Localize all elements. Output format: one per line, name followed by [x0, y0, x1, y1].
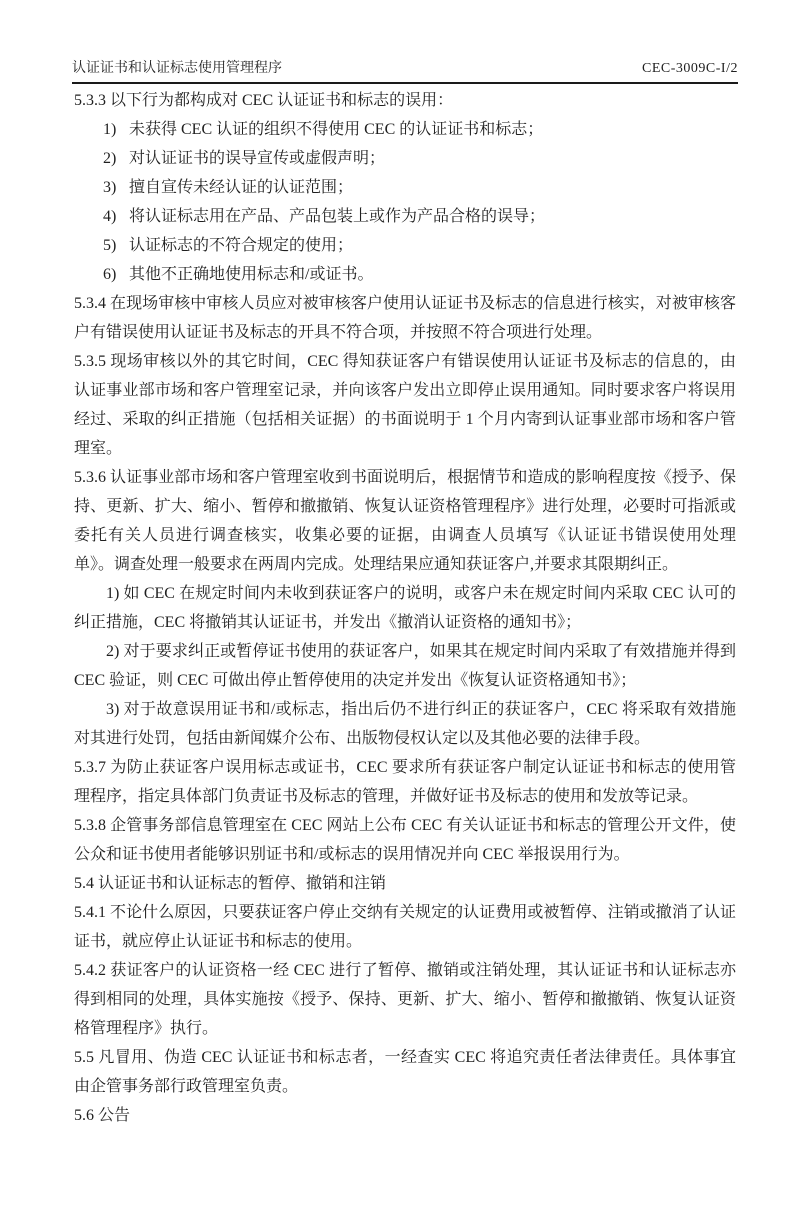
paragraph-5-3-4: 5.3.4 在现场审核中审核人员应对被审核客户使用认证证书及标志的信息进行核实，对被审核客户有错误使用认证证书及标志的开具不符合项，并按照不符合项进行处理。 [74, 295, 736, 341]
sub-item-2: 2) 对于要求纠正或暂停证书使用的获证客户，如果其在规定时间内采取了有效措施并得到 CEC 验证，则 CEC 可做出停止暂停使用的决定并发出《恢复认证资格通知书》； [74, 643, 736, 689]
list-item-text: 认证标志的不符合规定的使用； [129, 237, 354, 254]
list-marker: 3) [103, 179, 117, 196]
page-header [72, 0, 738, 84]
list-item-text: 将认证标志用在产品、产品包装上或作为产品合格的误导； [129, 208, 546, 225]
paragraph-5-4-2: 5.4.2 获证客户的认证资格一经 CEC 进行了暂停、撤销或注销处理，其认证证书和认证标志亦得到相同的处理，具体实施按《授予、保持、更新、扩大、缩小、暂停和撤撤销、恢复认证资格管理程序》执行。 [74, 962, 736, 1037]
list-marker: 5) [103, 237, 117, 254]
paragraph-5-4-1: 5.4.1 不论什么原因，只要获证客户停止交纳有关规定的认证费用或被暂停、注销或撤消了认证证书，就应停止认证证书和标志的使用。 [74, 904, 736, 950]
paragraph-5-5: 5.5 凡冒用、伪造 CEC 认证证书和标志者，一经查实 CEC 将追究责任者法律责任。具体事宜由企管事务部行政管理室负责。 [74, 1049, 736, 1095]
list-marker: 6) [103, 266, 117, 283]
list-marker: 1) [103, 121, 117, 138]
list-item-5 [103, 231, 736, 260]
list-item-4 [103, 202, 736, 231]
list-item-2 [103, 144, 736, 173]
sub-item-1: 1) 如 CEC 在规定时间内未收到获证客户的说明，或客户未在规定时间内采取 CEC 认可的纠正措施，CEC 将撤销其认证证书，并发出《撤消认证资格的通知书》； [74, 585, 736, 631]
paragraph-5-3-5: 5.3.5 现场审核以外的其它时间，CEC 得知获证客户有错误使用认证证书及标志的信息的，由认证事业部市场和客户管理室记录，并向该客户发出立即停止误用通知。同时要求客户将误用经过、采取的纠正措施（包括相关证据）的书面说明于 1 个月内寄到认证事业部市场和客户管理室。 [74, 353, 736, 457]
list-item-text: 对认证证书的误导宣传或虚假声明； [129, 150, 386, 167]
paragraph-5-3-8: 5.3.8 企管事务部信息管理室在 CEC 网站上公布 CEC 有关认证证书和标志的管理公开文件，使公众和证书使用者能够识别证书和/或标志的误用情况并向 CEC 举报误用行为。 [74, 817, 736, 863]
paragraph-5-3-6: 5.3.6 认证事业部市场和客户管理室收到书面说明后，根据情节和造成的影响程度按《授予、保持、更新、扩大、缩小、暂停和撤撤销、恢复认证资格管理程序》进行处理，必要时可指派或委托有关人员进行调查核实，收集必要的证据，由调查人员填写《认证证书错误使用处理单》。调查处理一般要求在两周内完成。处理结果应通知获证客户,并要求其限期纠正。 [74, 469, 736, 573]
list-item-6 [103, 260, 736, 289]
list-item-text: 其他不正确地使用标志和/或证书。 [129, 266, 374, 283]
sub-item-3: 3) 对于故意误用证书和/或标志，指出后仍不进行纠正的获证客户，CEC 将采取有效措施对其进行处罚，包括由新闻媒介公布、出版物侵权认定以及其他必要的法律手段。 [74, 701, 736, 747]
paragraph-5-3-3: 5.3.3 以下行为都构成对 CEC 认证证书和标志的误用： [74, 92, 454, 109]
heading-5-4: 5.4 认证证书和认证标志的暂停、撤销和注销 [74, 875, 387, 892]
document-number: CEC-3009C-I/2 [642, 61, 738, 76]
list-item-text: 擅自宣传未经认证的认证范围； [129, 179, 354, 196]
document-title: 认证证书和认证标志使用管理程序 [72, 61, 282, 76]
heading-5-6: 5.6 公告 [74, 1107, 131, 1124]
paragraph-5-3-7: 5.3.7 为防止获证客户误用标志或证书，CEC 要求所有获证客户制定认证证书和标志的使用管理程序，指定具体部门负责证书及标志的管理，并做好证书及标志的使用和发放等记录。 [74, 759, 736, 805]
list-item-text: 未获得 CEC 认证的组织不得使用 CEC 的认证证书和标志； [129, 121, 544, 138]
list-marker: 4) [103, 208, 117, 225]
list-item-3 [103, 173, 736, 202]
list-item-1 [103, 115, 736, 144]
list-marker: 2) [103, 150, 117, 167]
document-body [74, 86, 736, 1130]
